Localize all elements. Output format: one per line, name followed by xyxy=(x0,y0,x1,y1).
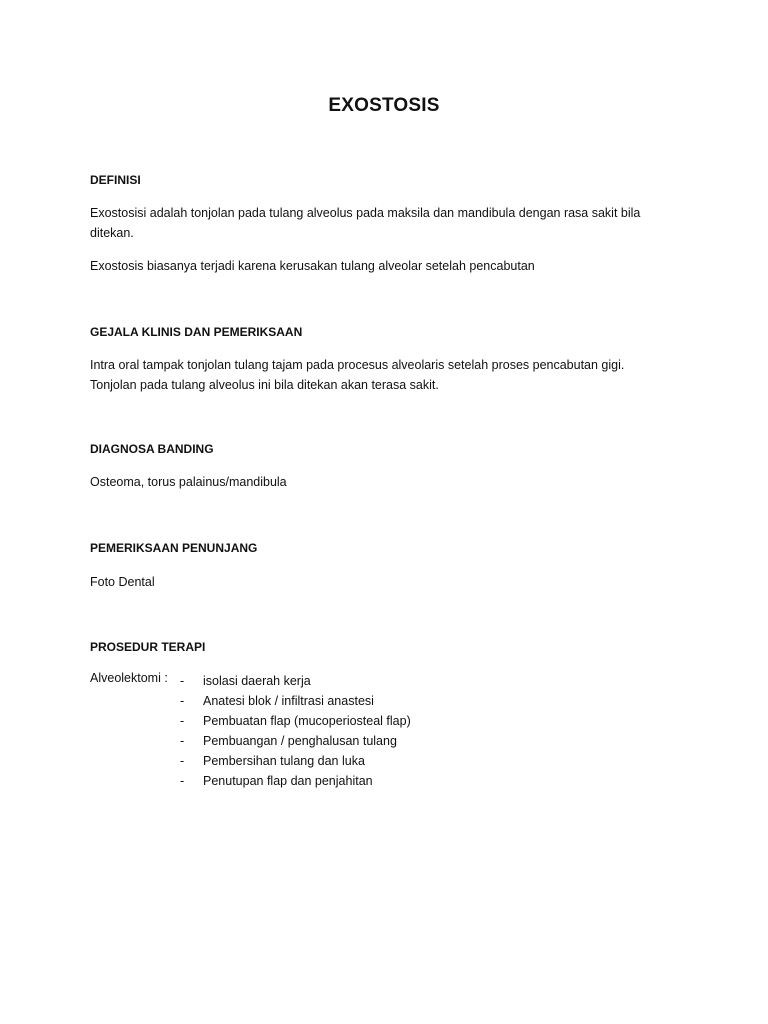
section-heading-penunjang: PEMERIKSAAN PENUNJANG xyxy=(90,541,258,555)
procedure-step-text: Anatesi blok / infiltrasi anastesi xyxy=(203,694,374,708)
procedure-step xyxy=(180,751,411,771)
list-dash: - xyxy=(180,694,185,708)
gejala-paragraph: Intra oral tampak tonjolan tulang tajam pada procesus alveolaris setelah proses pencabutan gigi. Tonjolan pada tulang alveolus ini bila ditekan akan terasa sakit. xyxy=(90,358,625,392)
procedure-step xyxy=(180,731,411,751)
procedure-step-text: Pembersihan tulang dan luka xyxy=(203,754,365,768)
procedure-step-text: isolasi daerah kerja xyxy=(203,674,311,688)
definisi-paragraph-1: Exostosisi adalah tonjolan pada tulang alveolus pada maksila dan mandibula dengan rasa sakit bila ditekan. xyxy=(90,206,641,240)
procedure-step-text: Pembuangan / penghalusan tulang xyxy=(203,734,397,748)
diagnosa-paragraph: Osteoma, torus palainus/mandibula xyxy=(90,475,287,489)
section-heading-diagnosa: DIAGNOSA BANDING xyxy=(90,442,214,456)
section-heading-prosedur: PROSEDUR TERAPI xyxy=(90,640,206,654)
list-dash: - xyxy=(180,754,185,768)
section-heading-gejala: GEJALA KLINIS DAN PEMERIKSAAN xyxy=(90,325,303,339)
procedure-step xyxy=(180,711,411,731)
section-heading-definisi: DEFINISI xyxy=(90,173,141,187)
list-dash: - xyxy=(180,774,185,788)
procedure-step xyxy=(180,771,411,791)
document-title: EXOSTOSIS xyxy=(328,95,440,116)
procedure-step-text: Pembuatan flap (mucoperiosteal flap) xyxy=(203,714,411,728)
procedure-step xyxy=(180,671,411,691)
list-dash: - xyxy=(180,674,185,688)
procedure-step xyxy=(180,691,411,711)
definisi-paragraph-2: Exostosis biasanya terjadi karena kerusakan tulang alveolar setelah pencabutan xyxy=(90,259,535,273)
procedure-steps-list xyxy=(180,671,411,791)
list-dash: - xyxy=(180,734,185,748)
procedure-label: Alveolektomi : xyxy=(90,671,168,685)
procedure-step-text: Penutupan flap dan penjahitan xyxy=(203,774,373,788)
penunjang-paragraph: Foto Dental xyxy=(90,575,155,589)
list-dash: - xyxy=(180,714,185,728)
